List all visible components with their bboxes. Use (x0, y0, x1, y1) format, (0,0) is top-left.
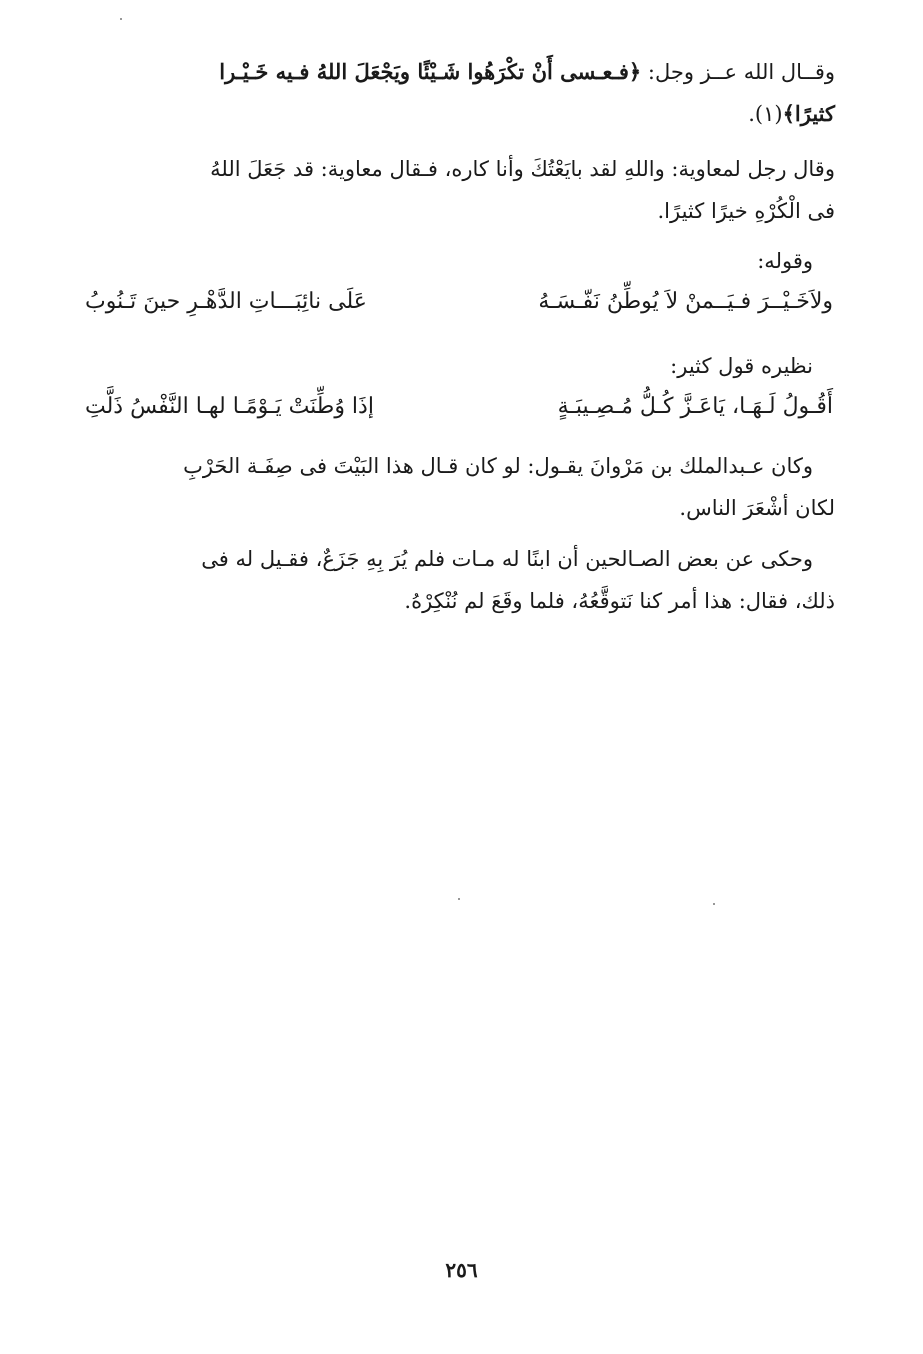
scan-speck (458, 898, 460, 900)
paragraph-6-line-2: ذلك، فقال: هذا أمر كنا نَتوقَّعُهُ، فلما وقَعَ لم نُنْكِرْهُ. (404, 589, 835, 613)
paragraph-5-line-2: لكان أشْعَرَ الناس. (679, 496, 835, 520)
page-number: ٢٥٦ (445, 1258, 478, 1282)
quote-intro: وقــال الله عــز وجل: (641, 60, 835, 84)
paragraph-5-line-1: وكان عـبدالملك بن مَرْوانَ يقـول: لو كان قـال هذا البَيْتَ فى صِفَـة الحَرْبِ (183, 454, 813, 478)
verse-first-hemistich: أَقُـولُ لَـهَـا، يَاعَـزَّ كُـلُّ مُـصِـيبَـةٍ (557, 394, 833, 419)
paragraph-6-line-1: وحكى عن بعض الصـالحين أن ابنًا له مـات فلم يُرَ بِهِ جَزَعٌ، فقـيل له فى (201, 547, 813, 571)
paragraph-1-line-1 (219, 58, 835, 88)
verse-first-hemistich: ولاَخَـيْــرَ فـيَــمنْ لاَ يُوطِّنُ نَفّـسَـهُ (538, 289, 833, 314)
paragraph-2-line-1: وقال رجل لمعاوية: واللهِ لقد بايَعْتُكَ وأنا كاره، فـقال معاوية: قد جَعَلَ اللهُ (210, 157, 835, 181)
verse-intro: نظيره قول كثير: (670, 354, 813, 378)
verse-intro: وقوله: (757, 249, 813, 273)
footnote-marker: (١). (748, 102, 783, 126)
verse-second-hemistich: إذَا وُطِّنَتْ يَـوْمًـا لهـا النَّفْسُ ذَلَّتِ (85, 394, 374, 419)
poem-verse (85, 392, 833, 424)
verse-second-hemistich: عَلَى نائِبَـــاتِ الدَّهْـرِ حينَ تَـنُوبُ (85, 289, 367, 314)
paragraph-1-line-2 (748, 100, 835, 130)
scan-speck (713, 903, 715, 905)
quran-verse: ﴿فـعـسى أَنْ تكْرَهُوا شَـيْئًا ويَجْعَلَ اللهُ فـيه خَـيْـرا (219, 59, 642, 84)
scan-speck (120, 18, 122, 20)
paragraph-2-line-2: فى الْكُرْهِ خيرًا كثيرًا. (657, 199, 835, 223)
poem-verse (85, 287, 833, 319)
quran-verse-end: كثيرًا﴾ (782, 101, 835, 126)
